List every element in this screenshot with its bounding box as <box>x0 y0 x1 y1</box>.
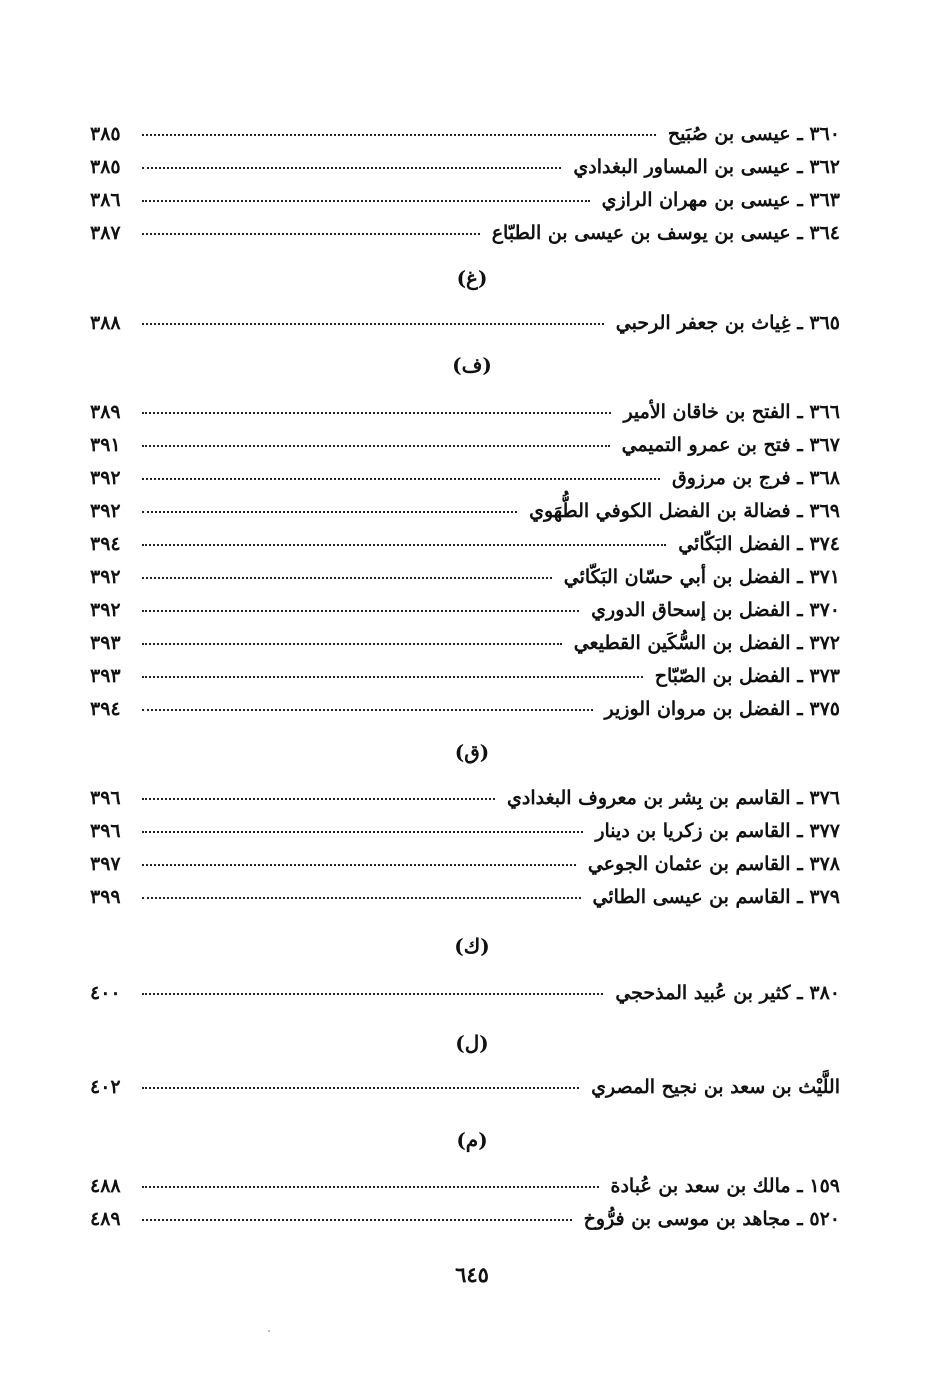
index-entry <box>90 1203 840 1236</box>
entry-name: ٣٧٩ ـ القاسم بن عيسى الطائي <box>592 886 840 908</box>
dot-leader <box>142 445 610 447</box>
section-ghayn <box>90 307 840 340</box>
entry-name: ٣٦٥ ـ غِياث بن جعفر الرحبي <box>615 312 840 334</box>
dot-leader <box>142 676 643 678</box>
entry-name: ٣٦٨ ـ فرج بن مرزوق <box>672 467 840 489</box>
section-heading-ghayn: (غ) <box>456 266 488 290</box>
index-entry <box>90 528 840 561</box>
dot-leader <box>142 1087 579 1089</box>
entry-name: ٣٧٤ ـ الفضل البَكّائي <box>678 533 840 555</box>
page-number: ٦٤٥ <box>455 1262 489 1287</box>
index-entry <box>90 118 840 151</box>
entry-name: ٣٨٠ ـ كثير بن عُبيد المذحجي <box>615 982 840 1004</box>
dot-leader <box>142 709 593 711</box>
entry-page: ٤٨٨ <box>90 1175 121 1197</box>
entry-page: ٣٩٧ <box>90 853 121 875</box>
dot-leader <box>142 511 517 513</box>
index-entry <box>90 660 840 693</box>
entry-page: ٣٩٢ <box>90 500 121 522</box>
entry-page: ٣٩٤ <box>90 533 121 555</box>
index-entry <box>90 1170 840 1203</box>
entry-name: ٣٦٧ ـ فتح بن عمرو التميمي <box>621 434 840 456</box>
section-kaf <box>90 977 840 1010</box>
entry-name: ٣٦٣ ـ عيسى بن مهران الرازي <box>601 189 840 211</box>
index-entry <box>90 1071 840 1104</box>
entry-page: ٣٩٢ <box>90 467 121 489</box>
entry-name: ٣٧٨ ـ القاسم بن عثمان الجوعي <box>587 853 840 875</box>
dot-leader <box>142 1186 599 1188</box>
dot-leader <box>142 831 583 833</box>
entry-name: ٣٧٥ ـ الفضل بن مروان الوزير <box>604 698 840 720</box>
entry-name: اللَّيْث بن سعد بن نجيح المصري <box>591 1076 840 1098</box>
section-fa <box>90 396 840 726</box>
dot-leader <box>142 1219 572 1221</box>
dot-leader <box>142 864 576 866</box>
index-entry <box>90 627 840 660</box>
entry-name: ٣٦٩ ـ فضالة بن الفضل الكوفي الطُّهَوي <box>529 500 840 522</box>
entry-page: ٣٩٤ <box>90 698 121 720</box>
entry-page: ٣٨٧ <box>90 222 121 244</box>
index-entry <box>90 217 840 250</box>
entry-name: ٣٧٠ ـ الفضل بن إسحاق الدوري <box>591 599 840 621</box>
entry-page: ٣٨٦ <box>90 189 121 211</box>
entry-name: ٣٧٢ ـ الفضل بن السُّكَين القطيعي <box>573 632 840 654</box>
entry-page: ٣٩٣ <box>90 632 121 654</box>
entry-page: ٣٩٦ <box>90 787 121 809</box>
section-mim <box>90 1170 840 1236</box>
entry-page: ٣٨٨ <box>90 312 121 334</box>
section-heading-fa: (ف) <box>452 353 492 377</box>
entry-name: ٣٧٧ ـ القاسم بن زكريا بن دينار <box>595 820 840 842</box>
index-entry <box>90 693 840 726</box>
dot-leader <box>142 544 666 546</box>
entry-name: ٥٢٠ ـ مجاهد بن موسى بن فرُّوخ <box>583 1208 840 1230</box>
entry-page: ٤٠٠ <box>90 982 121 1004</box>
entry-page: ٣٩٣ <box>90 665 121 687</box>
entry-page: ٣٨٥ <box>90 156 121 178</box>
dot-leader <box>142 643 562 645</box>
section-heading-qaf: (ق) <box>454 740 490 764</box>
dot-leader <box>142 798 495 800</box>
index-entry <box>90 881 840 914</box>
entry-name: ٣٦٠ ـ عيسى بن صُبَيح <box>667 123 840 145</box>
entry-name: ٣٦٤ ـ عيسى بن يوسف بن عيسى بن الطبّاع <box>491 222 840 244</box>
index-entry <box>90 151 840 184</box>
dot-leader <box>142 167 561 169</box>
index-entry <box>90 594 840 627</box>
entry-name: ٣٧١ ـ الفضل بن أبي حسّان البَكّائي <box>563 566 840 588</box>
index-entry <box>90 462 840 495</box>
section-lam <box>90 1071 840 1104</box>
entry-page: ٣٨٩ <box>90 401 121 423</box>
entry-name: ٣٦٦ ـ الفتح بن خاقان الأمير <box>623 401 840 423</box>
dot-leader <box>142 577 552 579</box>
entry-name: ٣٦٢ ـ عيسى بن المساور البغدادي <box>573 156 840 178</box>
section-heading-mim: (م) <box>456 1128 488 1152</box>
index-entry <box>90 307 840 340</box>
index-entry <box>90 782 840 815</box>
section-heading-kaf: (ك) <box>454 934 490 958</box>
entry-page: ٣٩١ <box>90 434 121 456</box>
dot-leader <box>142 323 604 325</box>
section-qaf <box>90 782 840 914</box>
entry-page: ٣٩٢ <box>90 566 121 588</box>
index-entry <box>90 184 840 217</box>
dot-leader <box>142 610 579 612</box>
index-entry <box>90 815 840 848</box>
entry-page: ٣٩٢ <box>90 599 121 621</box>
dot-leader <box>142 200 590 202</box>
entry-page: ٤٨٩ <box>90 1208 121 1230</box>
index-entry <box>90 848 840 881</box>
index-entry <box>90 429 840 462</box>
dot-leader <box>142 478 660 480</box>
index-entry <box>90 977 840 1010</box>
index-entry <box>90 561 840 594</box>
index-entry <box>90 396 840 429</box>
entry-page: ٤٠٢ <box>90 1076 121 1098</box>
entry-page: ٣٨٥ <box>90 123 121 145</box>
section-ayn <box>90 118 840 250</box>
section-heading-lam: (ل) <box>455 1031 489 1055</box>
entry-name: ٣٧٦ ـ القاسم بن بِشر بن معروف البغدادي <box>506 787 840 809</box>
entry-page: ٣٩٦ <box>90 820 121 842</box>
entry-page: ٣٩٩ <box>90 886 121 908</box>
index-entry <box>90 495 840 528</box>
dot-leader <box>142 993 603 995</box>
dot-leader <box>142 897 581 899</box>
entry-name: ١٥٩ ـ مالك بن سعد بن عُبادة <box>610 1175 840 1197</box>
dot-leader <box>142 233 480 235</box>
scan-speck <box>268 1330 270 1332</box>
dot-leader <box>142 412 611 414</box>
entry-name: ٣٧٣ ـ الفضل بن الصّبّاح <box>654 665 840 687</box>
dot-leader <box>142 134 656 136</box>
